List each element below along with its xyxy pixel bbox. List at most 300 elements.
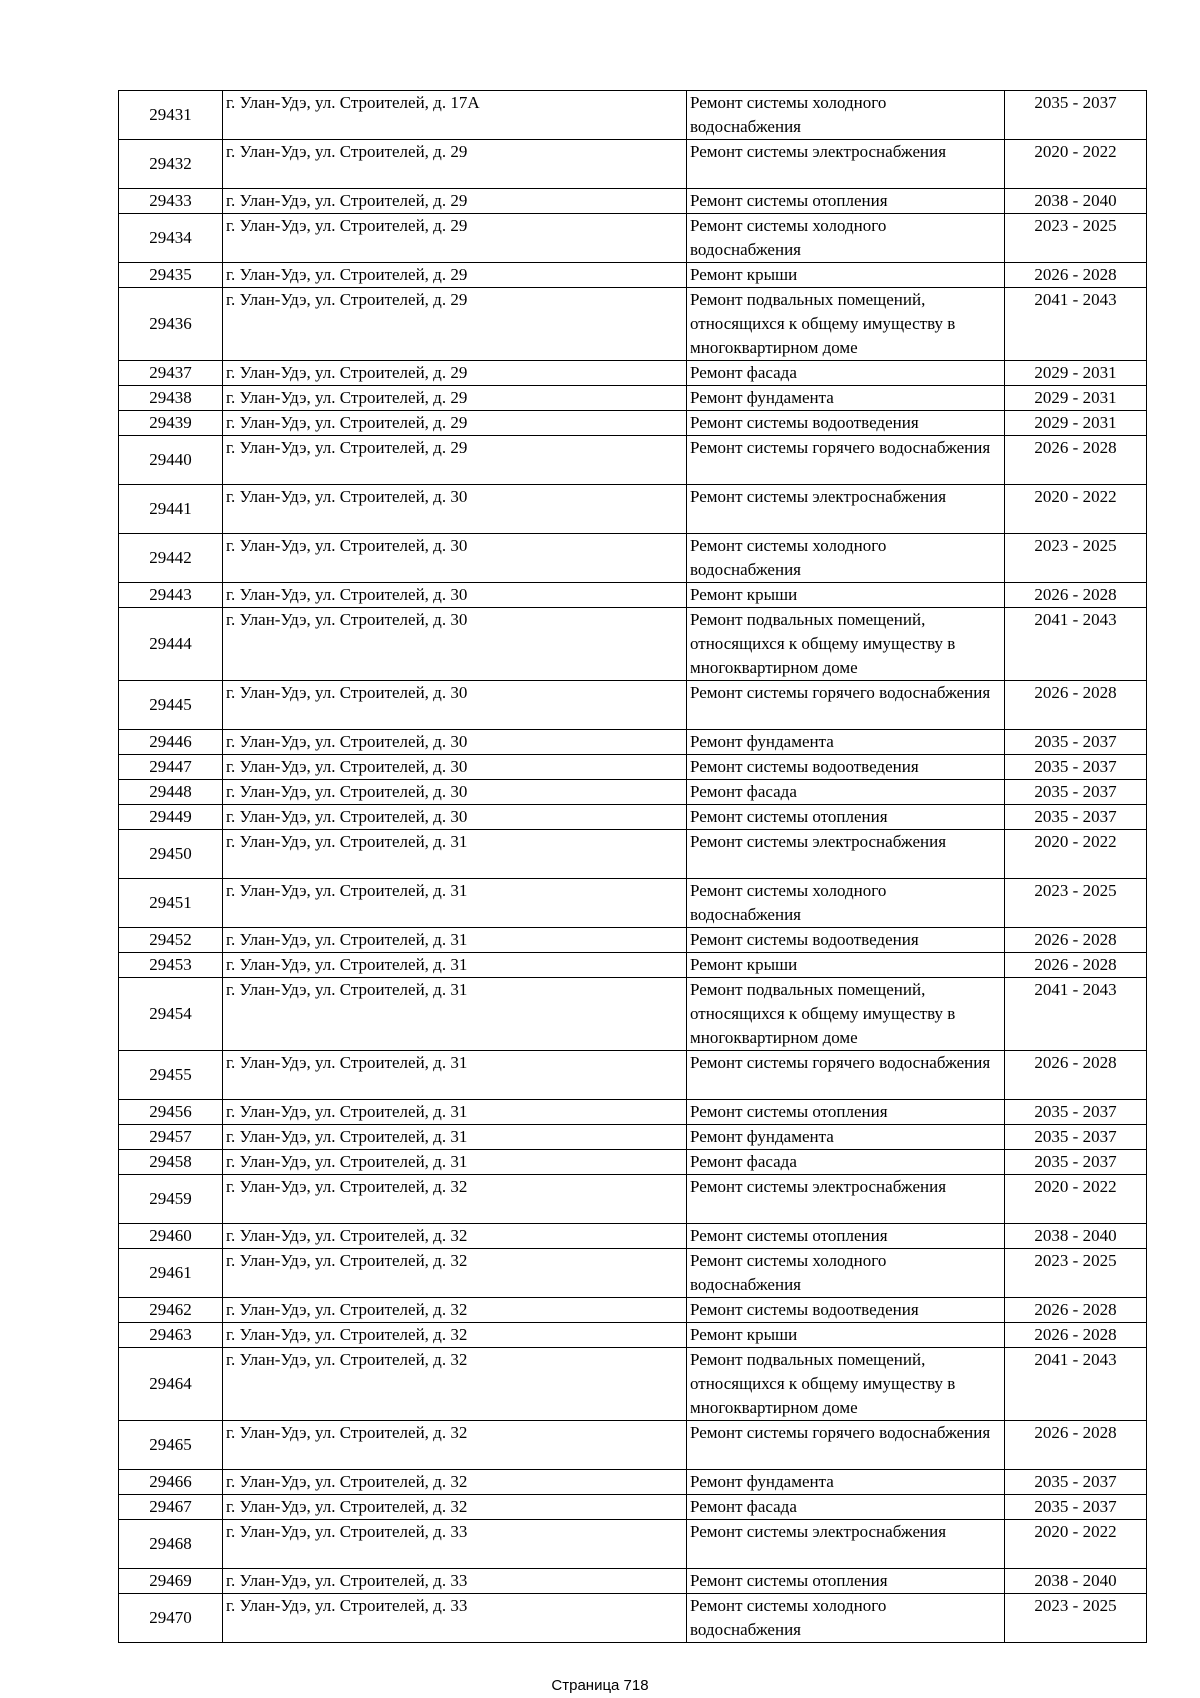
table-body [119, 91, 1147, 1643]
address-cell-text: г. Улан-Удэ, ул. Строителей, д. 30 [226, 683, 468, 702]
period-cell [1005, 288, 1147, 361]
row-number-cell [119, 288, 223, 361]
period-cell-text: 2020 - 2022 [1034, 487, 1117, 506]
row-number-cell [119, 1520, 223, 1569]
period-cell [1005, 361, 1147, 386]
row-number-cell-text: 29457 [149, 1127, 192, 1146]
work-type-cell-text: Ремонт системы электроснабжения [690, 832, 947, 851]
table-row [119, 436, 1147, 485]
row-number-cell [119, 1100, 223, 1125]
table-row [119, 534, 1147, 583]
work-type-cell [687, 263, 1005, 288]
period-cell [1005, 1421, 1147, 1470]
row-number-cell [119, 1051, 223, 1100]
period-cell [1005, 583, 1147, 608]
work-type-cell-text: Ремонт системы горячего водоснабжения [690, 438, 991, 457]
period-cell-text: 2023 - 2025 [1034, 536, 1117, 555]
row-number-cell-text: 29464 [149, 1374, 192, 1393]
period-cell [1005, 1298, 1147, 1323]
address-cell [223, 978, 687, 1051]
work-type-cell [687, 386, 1005, 411]
address-cell-text: г. Улан-Удэ, ул. Строителей, д. 31 [226, 980, 468, 999]
row-number-cell [119, 1298, 223, 1323]
period-cell-text: 2035 - 2037 [1034, 807, 1117, 826]
address-cell [223, 1470, 687, 1495]
table-row [119, 1569, 1147, 1594]
table-row [119, 189, 1147, 214]
period-cell [1005, 1125, 1147, 1150]
row-number-cell [119, 730, 223, 755]
address-cell-text: г. Улан-Удэ, ул. Строителей, д. 31 [226, 1053, 468, 1072]
address-cell-text: г. Улан-Удэ, ул. Строителей, д. 30 [226, 732, 468, 751]
period-cell [1005, 189, 1147, 214]
table-row [119, 1520, 1147, 1569]
table-row [119, 608, 1147, 681]
address-cell-text: г. Улан-Удэ, ул. Строителей, д. 31 [226, 1152, 468, 1171]
work-type-cell [687, 1100, 1005, 1125]
period-cell-text: 2020 - 2022 [1034, 1177, 1117, 1196]
table-row [119, 1224, 1147, 1249]
work-type-cell [687, 1150, 1005, 1175]
address-cell-text: г. Улан-Удэ, ул. Строителей, д. 31 [226, 832, 468, 851]
address-cell [223, 189, 687, 214]
address-cell-text: г. Улан-Удэ, ул. Строителей, д. 29 [226, 388, 468, 407]
work-type-cell-text: Ремонт системы отопления [690, 191, 888, 210]
table-row [119, 780, 1147, 805]
table-row [119, 928, 1147, 953]
address-cell-text: г. Улан-Удэ, ул. Строителей, д. 32 [226, 1226, 468, 1245]
table-row [119, 681, 1147, 730]
row-number-cell-text: 29442 [149, 548, 192, 567]
row-number-cell-text: 29462 [149, 1300, 192, 1319]
address-cell [223, 1224, 687, 1249]
period-cell [1005, 1249, 1147, 1298]
work-type-cell-text: Ремонт системы отопления [690, 1226, 888, 1245]
period-cell [1005, 681, 1147, 730]
period-cell [1005, 928, 1147, 953]
table-row [119, 214, 1147, 263]
work-type-cell-text: Ремонт системы электроснабжения [690, 487, 947, 506]
period-cell [1005, 953, 1147, 978]
address-cell-text: г. Улан-Удэ, ул. Строителей, д. 30 [226, 782, 468, 801]
address-cell-text: г. Улан-Удэ, ул. Строителей, д. 29 [226, 265, 468, 284]
period-cell-text: 2035 - 2037 [1034, 1152, 1117, 1171]
period-cell-text: 2041 - 2043 [1034, 290, 1117, 309]
row-number-cell-text: 29436 [149, 314, 192, 333]
table-row [119, 1051, 1147, 1100]
table-row [119, 1175, 1147, 1224]
period-cell [1005, 411, 1147, 436]
row-number-cell-text: 29446 [149, 732, 192, 751]
row-number-cell-text: 29469 [149, 1571, 192, 1590]
row-number-cell-text: 29458 [149, 1152, 192, 1171]
period-cell-text: 2026 - 2028 [1034, 438, 1117, 457]
address-cell-text: г. Улан-Удэ, ул. Строителей, д. 30 [226, 807, 468, 826]
work-type-cell-text: Ремонт системы водоотведения [690, 413, 919, 432]
row-number-cell [119, 263, 223, 288]
work-type-cell [687, 1298, 1005, 1323]
work-type-cell [687, 1051, 1005, 1100]
row-number-cell-text: 29463 [149, 1325, 192, 1344]
table-row [119, 1495, 1147, 1520]
period-cell [1005, 1495, 1147, 1520]
row-number-cell-text: 29444 [149, 634, 192, 653]
address-cell-text: г. Улан-Удэ, ул. Строителей, д. 32 [226, 1300, 468, 1319]
address-cell [223, 1051, 687, 1100]
address-cell-text: г. Улан-Удэ, ул. Строителей, д. 31 [226, 955, 468, 974]
work-type-cell-text: Ремонт крыши [690, 1325, 798, 1344]
work-type-cell-text: Ремонт крыши [690, 585, 798, 604]
row-number-cell-text: 29454 [149, 1004, 192, 1023]
address-cell [223, 608, 687, 681]
period-cell [1005, 1175, 1147, 1224]
work-type-cell-text: Ремонт системы отопления [690, 807, 888, 826]
row-number-cell [119, 1569, 223, 1594]
work-type-cell [687, 1175, 1005, 1224]
work-type-cell [687, 1348, 1005, 1421]
work-type-cell [687, 1323, 1005, 1348]
row-number-cell-text: 29468 [149, 1534, 192, 1553]
table-row [119, 91, 1147, 140]
row-number-cell-text: 29460 [149, 1226, 192, 1245]
work-type-cell [687, 1224, 1005, 1249]
row-number-cell-text: 29443 [149, 585, 192, 604]
work-type-cell-text: Ремонт фасада [690, 1152, 797, 1171]
period-cell [1005, 830, 1147, 879]
row-number-cell [119, 189, 223, 214]
period-cell [1005, 1100, 1147, 1125]
address-cell-text: г. Улан-Удэ, ул. Строителей, д. 30 [226, 536, 468, 555]
period-cell-text: 2035 - 2037 [1034, 732, 1117, 751]
period-cell-text: 2023 - 2025 [1034, 881, 1117, 900]
table-row [119, 1470, 1147, 1495]
work-type-cell [687, 805, 1005, 830]
address-cell-text: г. Улан-Удэ, ул. Строителей, д. 29 [226, 413, 468, 432]
address-cell [223, 830, 687, 879]
row-number-cell-text: 29432 [149, 154, 192, 173]
period-cell-text: 2038 - 2040 [1034, 191, 1117, 210]
table-row [119, 288, 1147, 361]
row-number-cell [119, 1470, 223, 1495]
work-type-cell [687, 436, 1005, 485]
address-cell-text: г. Улан-Удэ, ул. Строителей, д. 31 [226, 1102, 468, 1121]
table-row [119, 805, 1147, 830]
address-cell [223, 1348, 687, 1421]
work-type-cell-text: Ремонт системы горячего водоснабжения [690, 1423, 991, 1442]
period-cell [1005, 140, 1147, 189]
period-cell [1005, 386, 1147, 411]
period-cell-text: 2026 - 2028 [1034, 1053, 1117, 1072]
period-cell [1005, 1470, 1147, 1495]
row-number-cell [119, 485, 223, 534]
work-type-cell [687, 1125, 1005, 1150]
address-cell [223, 1594, 687, 1643]
address-cell-text: г. Улан-Удэ, ул. Строителей, д. 32 [226, 1350, 468, 1369]
row-number-cell-text: 29447 [149, 757, 192, 776]
address-cell [223, 730, 687, 755]
work-type-cell-text: Ремонт подвальных помещений, относящихся к общему имуществу в многоквартирном доме [690, 980, 956, 1047]
row-number-cell [119, 1224, 223, 1249]
work-type-cell [687, 1470, 1005, 1495]
address-cell-text: г. Улан-Удэ, ул. Строителей, д. 29 [226, 216, 468, 235]
table-row [119, 1594, 1147, 1643]
work-type-cell [687, 214, 1005, 263]
row-number-cell [119, 411, 223, 436]
work-type-cell [687, 978, 1005, 1051]
work-type-cell-text: Ремонт системы отопления [690, 1571, 888, 1590]
table-row [119, 830, 1147, 879]
period-cell-text: 2035 - 2037 [1034, 93, 1117, 112]
address-cell [223, 485, 687, 534]
row-number-cell-text: 29441 [149, 499, 192, 518]
period-cell-text: 2035 - 2037 [1034, 757, 1117, 776]
work-type-cell-text: Ремонт подвальных помещений, относящихся к общему имуществу в многоквартирном доме [690, 1350, 956, 1417]
period-cell [1005, 91, 1147, 140]
address-cell-text: г. Улан-Удэ, ул. Строителей, д. 33 [226, 1596, 468, 1615]
table-row [119, 263, 1147, 288]
address-cell [223, 288, 687, 361]
period-cell-text: 2026 - 2028 [1034, 955, 1117, 974]
row-number-cell-text: 29451 [149, 893, 192, 912]
address-cell-text: г. Улан-Удэ, ул. Строителей, д. 32 [226, 1423, 468, 1442]
period-cell-text: 2020 - 2022 [1034, 142, 1117, 161]
table-row [119, 485, 1147, 534]
row-number-cell [119, 436, 223, 485]
address-cell [223, 140, 687, 189]
address-cell [223, 1323, 687, 1348]
table-row [119, 1125, 1147, 1150]
address-cell [223, 1298, 687, 1323]
table-row [119, 755, 1147, 780]
work-type-cell [687, 189, 1005, 214]
period-cell-text: 2035 - 2037 [1034, 1102, 1117, 1121]
row-number-cell-text: 29459 [149, 1189, 192, 1208]
work-type-cell-text: Ремонт системы горячего водоснабжения [690, 683, 991, 702]
period-cell-text: 2029 - 2031 [1034, 388, 1117, 407]
work-type-cell-text: Ремонт фундамента [690, 732, 834, 751]
work-type-cell-text: Ремонт системы холодного водоснабжения [690, 93, 887, 136]
row-number-cell [119, 534, 223, 583]
address-cell [223, 386, 687, 411]
row-number-cell-text: 29465 [149, 1435, 192, 1454]
work-type-cell-text: Ремонт фасада [690, 782, 797, 801]
work-type-cell-text: Ремонт фасада [690, 1497, 797, 1516]
page-number: Страница 718 [551, 1677, 649, 1694]
work-type-cell-text: Ремонт системы холодного водоснабжения [690, 881, 887, 924]
address-cell-text: г. Улан-Удэ, ул. Строителей, д. 31 [226, 930, 468, 949]
table-row [119, 1150, 1147, 1175]
table-row [119, 1421, 1147, 1470]
row-number-cell-text: 29456 [149, 1102, 192, 1121]
address-cell [223, 263, 687, 288]
period-cell-text: 2026 - 2028 [1034, 930, 1117, 949]
table-row [119, 361, 1147, 386]
row-number-cell-text: 29455 [149, 1065, 192, 1084]
work-type-cell-text: Ремонт крыши [690, 955, 798, 974]
row-number-cell [119, 1175, 223, 1224]
row-number-cell [119, 608, 223, 681]
work-type-cell-text: Ремонт системы водоотведения [690, 930, 919, 949]
row-number-cell [119, 1249, 223, 1298]
row-number-cell [119, 805, 223, 830]
period-cell-text: 2041 - 2043 [1034, 980, 1117, 999]
period-cell-text: 2020 - 2022 [1034, 1522, 1117, 1541]
repair-schedule-table [118, 90, 1147, 1643]
period-cell-text: 2020 - 2022 [1034, 832, 1117, 851]
address-cell [223, 1100, 687, 1125]
row-number-cell [119, 681, 223, 730]
row-number-cell [119, 830, 223, 879]
row-number-cell-text: 29439 [149, 413, 192, 432]
work-type-cell [687, 780, 1005, 805]
period-cell [1005, 1323, 1147, 1348]
row-number-cell [119, 91, 223, 140]
row-number-cell [119, 1323, 223, 1348]
row-number-cell-text: 29461 [149, 1263, 192, 1282]
address-cell [223, 1569, 687, 1594]
period-cell [1005, 730, 1147, 755]
work-type-cell-text: Ремонт подвальных помещений, относящихся к общему имуществу в многоквартирном доме [690, 290, 956, 357]
period-cell-text: 2023 - 2025 [1034, 1251, 1117, 1270]
work-type-cell [687, 583, 1005, 608]
period-cell [1005, 1594, 1147, 1643]
row-number-cell [119, 780, 223, 805]
address-cell-text: г. Улан-Удэ, ул. Строителей, д. 31 [226, 1127, 468, 1146]
period-cell [1005, 805, 1147, 830]
work-type-cell [687, 1594, 1005, 1643]
period-cell [1005, 879, 1147, 928]
period-cell-text: 2041 - 2043 [1034, 1350, 1117, 1369]
address-cell [223, 1249, 687, 1298]
row-number-cell [119, 1348, 223, 1421]
period-cell [1005, 1224, 1147, 1249]
period-cell [1005, 534, 1147, 583]
table-row [119, 879, 1147, 928]
table-row [119, 1249, 1147, 1298]
row-number-cell [119, 1594, 223, 1643]
row-number-cell [119, 1125, 223, 1150]
work-type-cell [687, 953, 1005, 978]
work-type-cell-text: Ремонт фундамента [690, 388, 834, 407]
table-row [119, 978, 1147, 1051]
work-type-cell-text: Ремонт системы холодного водоснабжения [690, 536, 887, 579]
table-row [119, 730, 1147, 755]
work-type-cell-text: Ремонт системы электроснабжения [690, 142, 947, 161]
row-number-cell-text: 29470 [149, 1608, 192, 1627]
work-type-cell-text: Ремонт системы водоотведения [690, 757, 919, 776]
address-cell [223, 1150, 687, 1175]
table-row [119, 1100, 1147, 1125]
period-cell-text: 2026 - 2028 [1034, 585, 1117, 604]
work-type-cell-text: Ремонт системы холодного водоснабжения [690, 1596, 887, 1639]
work-type-cell [687, 91, 1005, 140]
address-cell-text: г. Улан-Удэ, ул. Строителей, д. 29 [226, 191, 468, 210]
period-cell-text: 2038 - 2040 [1034, 1226, 1117, 1245]
period-cell [1005, 485, 1147, 534]
address-cell-text: г. Улан-Удэ, ул. Строителей, д. 32 [226, 1497, 468, 1516]
work-type-cell-text: Ремонт системы холодного водоснабжения [690, 216, 887, 259]
period-cell-text: 2026 - 2028 [1034, 1325, 1117, 1344]
period-cell-text: 2035 - 2037 [1034, 1497, 1117, 1516]
row-number-cell-text: 29440 [149, 450, 192, 469]
work-type-cell-text: Ремонт системы водоотведения [690, 1300, 919, 1319]
address-cell [223, 1175, 687, 1224]
row-number-cell [119, 583, 223, 608]
row-number-cell [119, 1150, 223, 1175]
row-number-cell-text: 29434 [149, 228, 192, 247]
work-type-cell [687, 1569, 1005, 1594]
period-cell-text: 2029 - 2031 [1034, 413, 1117, 432]
address-cell-text: г. Улан-Удэ, ул. Строителей, д. 29 [226, 363, 468, 382]
period-cell-text: 2026 - 2028 [1034, 1423, 1117, 1442]
period-cell-text: 2035 - 2037 [1034, 782, 1117, 801]
work-type-cell [687, 485, 1005, 534]
address-cell [223, 1125, 687, 1150]
period-cell-text: 2026 - 2028 [1034, 683, 1117, 702]
row-number-cell-text: 29435 [149, 265, 192, 284]
work-type-cell-text: Ремонт системы отопления [690, 1102, 888, 1121]
period-cell-text: 2041 - 2043 [1034, 610, 1117, 629]
row-number-cell-text: 29431 [149, 105, 192, 124]
row-number-cell [119, 978, 223, 1051]
work-type-cell [687, 1495, 1005, 1520]
address-cell-text: г. Улан-Удэ, ул. Строителей, д. 32 [226, 1251, 468, 1270]
work-type-cell-text: Ремонт системы электроснабжения [690, 1177, 947, 1196]
address-cell-text: г. Улан-Удэ, ул. Строителей, д. 32 [226, 1177, 468, 1196]
work-type-cell [687, 140, 1005, 189]
table-row [119, 386, 1147, 411]
address-cell [223, 780, 687, 805]
work-type-cell-text: Ремонт подвальных помещений, относящихся к общему имуществу в многоквартирном доме [690, 610, 956, 677]
period-cell [1005, 608, 1147, 681]
table-row [119, 140, 1147, 189]
work-type-cell [687, 1421, 1005, 1470]
period-cell [1005, 263, 1147, 288]
address-cell-text: г. Улан-Удэ, ул. Строителей, д. 30 [226, 487, 468, 506]
address-cell [223, 583, 687, 608]
address-cell-text: г. Улан-Удэ, ул. Строителей, д. 32 [226, 1325, 468, 1344]
work-type-cell-text: Ремонт системы холодного водоснабжения [690, 1251, 887, 1294]
table-row [119, 1298, 1147, 1323]
row-number-cell [119, 928, 223, 953]
address-cell-text: г. Улан-Удэ, ул. Строителей, д. 33 [226, 1571, 468, 1590]
address-cell-text: г. Улан-Удэ, ул. Строителей, д. 30 [226, 610, 468, 629]
address-cell-text: г. Улан-Удэ, ул. Строителей, д. 30 [226, 585, 468, 604]
row-number-cell [119, 879, 223, 928]
row-number-cell [119, 1495, 223, 1520]
period-cell [1005, 436, 1147, 485]
row-number-cell [119, 755, 223, 780]
work-type-cell [687, 830, 1005, 879]
period-cell [1005, 780, 1147, 805]
address-cell-text: г. Улан-Удэ, ул. Строителей, д. 17А [226, 93, 480, 112]
period-cell [1005, 978, 1147, 1051]
address-cell [223, 953, 687, 978]
address-cell [223, 91, 687, 140]
row-number-cell-text: 29450 [149, 844, 192, 863]
work-type-cell-text: Ремонт фундамента [690, 1472, 834, 1491]
period-cell-text: 2035 - 2037 [1034, 1472, 1117, 1491]
period-cell-text: 2029 - 2031 [1034, 363, 1117, 382]
row-number-cell [119, 214, 223, 263]
address-cell-text: г. Улан-Удэ, ул. Строителей, д. 33 [226, 1522, 468, 1541]
row-number-cell-text: 29433 [149, 191, 192, 210]
table-row [119, 1348, 1147, 1421]
work-type-cell [687, 879, 1005, 928]
address-cell-text: г. Улан-Удэ, ул. Строителей, д. 30 [226, 757, 468, 776]
table-row [119, 583, 1147, 608]
address-cell-text: г. Улан-Удэ, ул. Строителей, д. 31 [226, 881, 468, 900]
